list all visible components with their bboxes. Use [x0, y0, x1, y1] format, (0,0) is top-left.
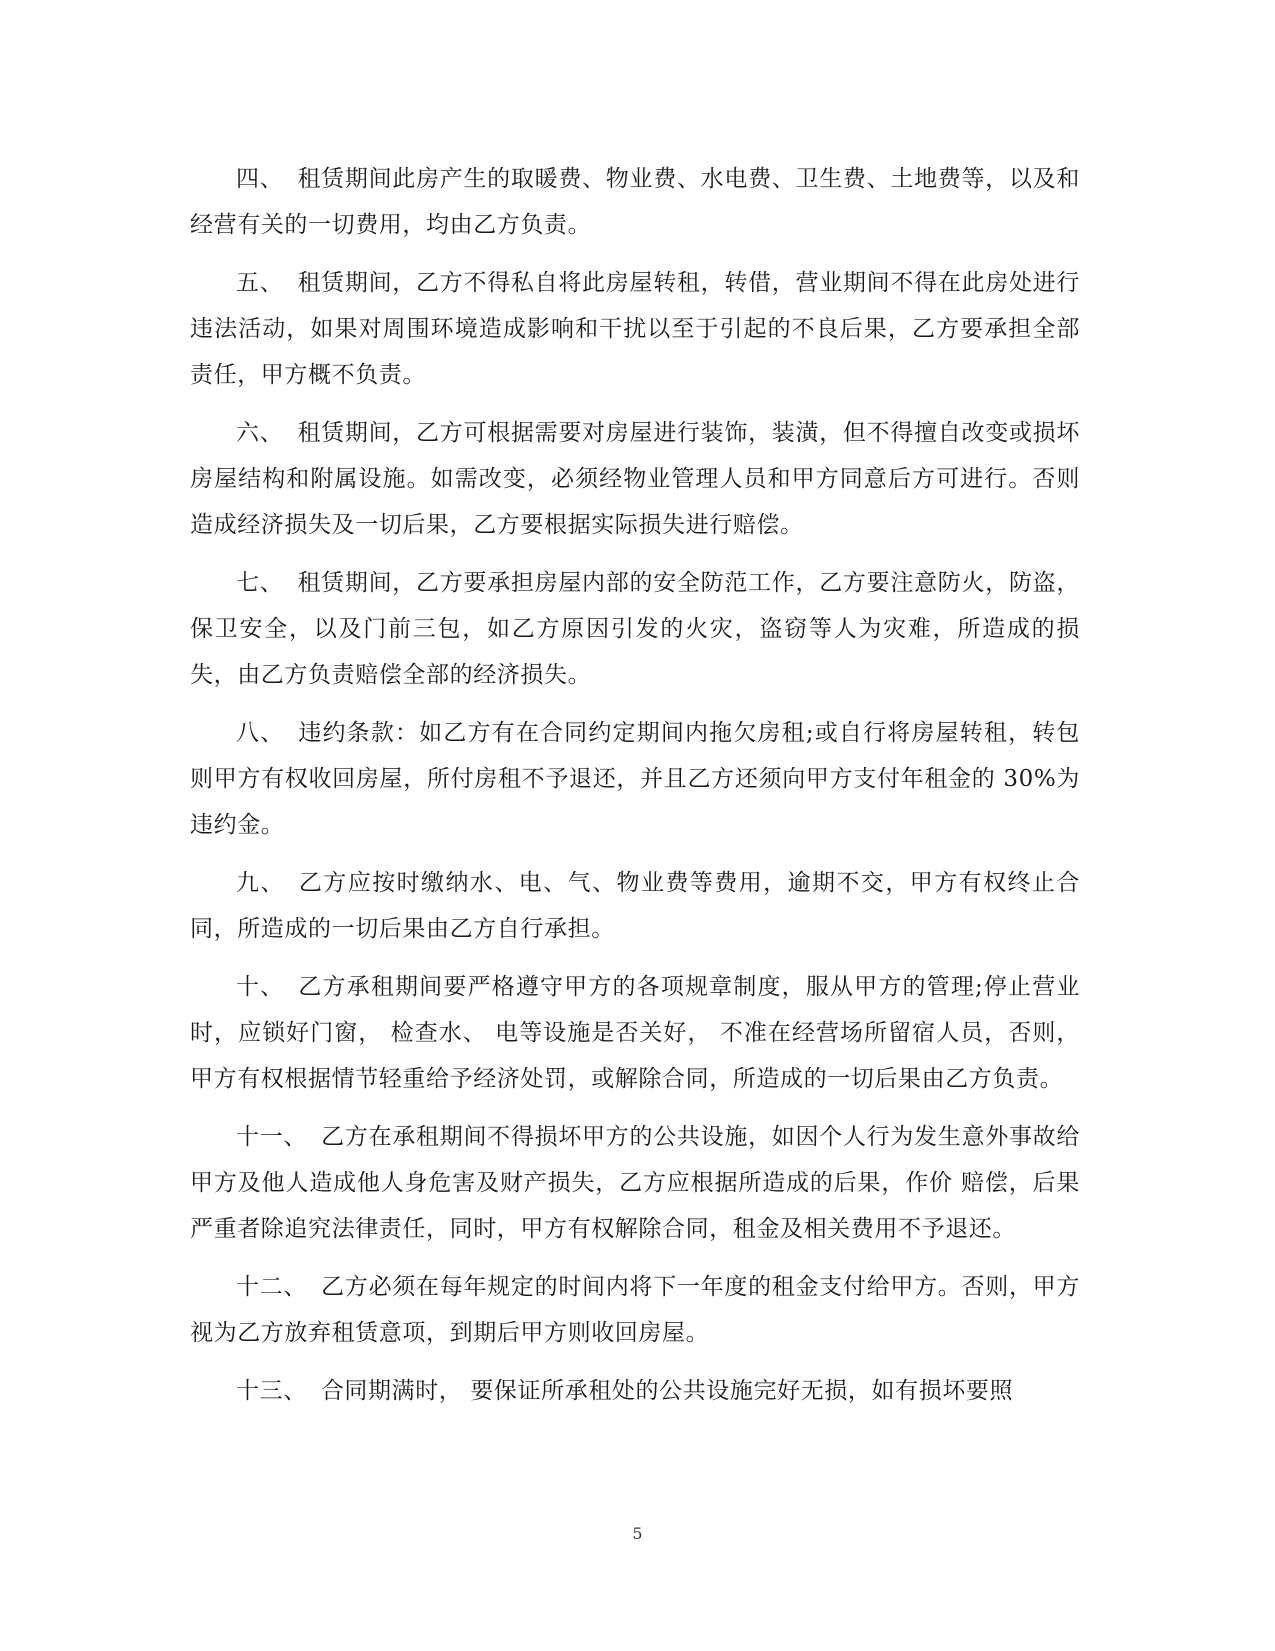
clause-11	[190, 1114, 1080, 1252]
clause-number: 四、	[236, 166, 284, 192]
clause-number: 十、	[236, 974, 285, 1000]
clause-number: 八、	[236, 720, 285, 746]
clause-4	[190, 156, 1080, 248]
clause-8	[190, 710, 1080, 848]
clause-text: 租赁期间此房产生的取暖费、物业费、水电费、卫生费、土地费等，以及和经营有关的一切费用，均由乙方负责。	[190, 166, 1080, 238]
page-number: 5	[632, 1524, 643, 1543]
clause-number: 七、	[236, 570, 284, 596]
clause-number: 十一、	[236, 1124, 308, 1150]
clause-text: 违约条款：如乙方有在合同约定期间内拖欠房租;或自行将房屋转租，转包则甲方有权收回房屋，所付房租不予退还，并且乙方还须向甲方支付年租金的 30%为违约金。	[190, 720, 1080, 838]
clause-number: 十三、	[236, 1378, 307, 1404]
clause-text: 乙方必须在每年规定的时间内将下一年度的租金支付给甲方。否则，甲方视为乙方放弃租赁意项，到期后甲方则收回房屋。	[190, 1274, 1080, 1346]
clause-text: 租赁期间，乙方不得私自将此房屋转租，转借，营业期间不得在此房处进行违法活动，如果对周围环境造成影响和干扰以至于引起的不良后果，乙方要承担全部责任，甲方概不负责。	[190, 270, 1080, 388]
clause-text: 租赁期间，乙方要承担房屋内部的安全防范工作，乙方要注意防火，防盗，保卫安全，以及门前三包，如乙方原因引发的火灾，盗窃等人为灾难，所造成的损失，由乙方负责赔偿全部的经济损失。	[190, 570, 1080, 688]
clause-13	[190, 1368, 1080, 1414]
clause-7	[190, 560, 1080, 698]
clause-text: 合同期满时， 要保证所承租处的公共设施完好无损，如有损坏要照	[320, 1378, 1014, 1404]
clause-number: 九、	[236, 870, 285, 896]
clause-5	[190, 260, 1080, 398]
clause-number: 五、	[236, 270, 284, 296]
clause-text: 乙方应按时缴纳水、电、气、物业费等费用，逾期不交，甲方有权终止合同，所造成的一切后果由乙方自行承担。	[190, 870, 1080, 942]
clause-6	[190, 410, 1080, 548]
clause-number: 六、	[236, 420, 284, 446]
contract-body	[190, 156, 1080, 1426]
clause-text: 租赁期间，乙方可根据需要对房屋进行装饰，装潢，但不得擅自改变或损坏房屋结构和附属设施。如需改变，必须经物业管理人员和甲方同意后方可进行。否则造成经济损失及一切后果，乙方要根据实际损失进行赔偿。	[190, 420, 1080, 538]
clause-text: 乙方承租期间要严格遵守甲方的各项规章制度，服从甲方的管理;停止营业时，应锁好门窗， 检查水、 电等设施是否关好， 不准在经营场所留宿人员，否则，甲方有权根据情节轻重给予经济处罚，或解除合同，所造成的一切后果由乙方负责。	[190, 974, 1080, 1092]
clause-10	[190, 964, 1080, 1102]
clause-number: 十二、	[236, 1274, 308, 1300]
clause-text: 乙方在承租期间不得损坏甲方的公共设施，如因个人行为发生意外事故给甲方及他人造成他人身危害及财产损失，乙方应根据所造成的后果，作价 赔偿，后果严重者除追究法律责任，同时，甲方有权解除合同，租金及相关费用不予退还。	[190, 1124, 1080, 1242]
clause-12	[190, 1264, 1080, 1356]
clause-9	[190, 860, 1080, 952]
